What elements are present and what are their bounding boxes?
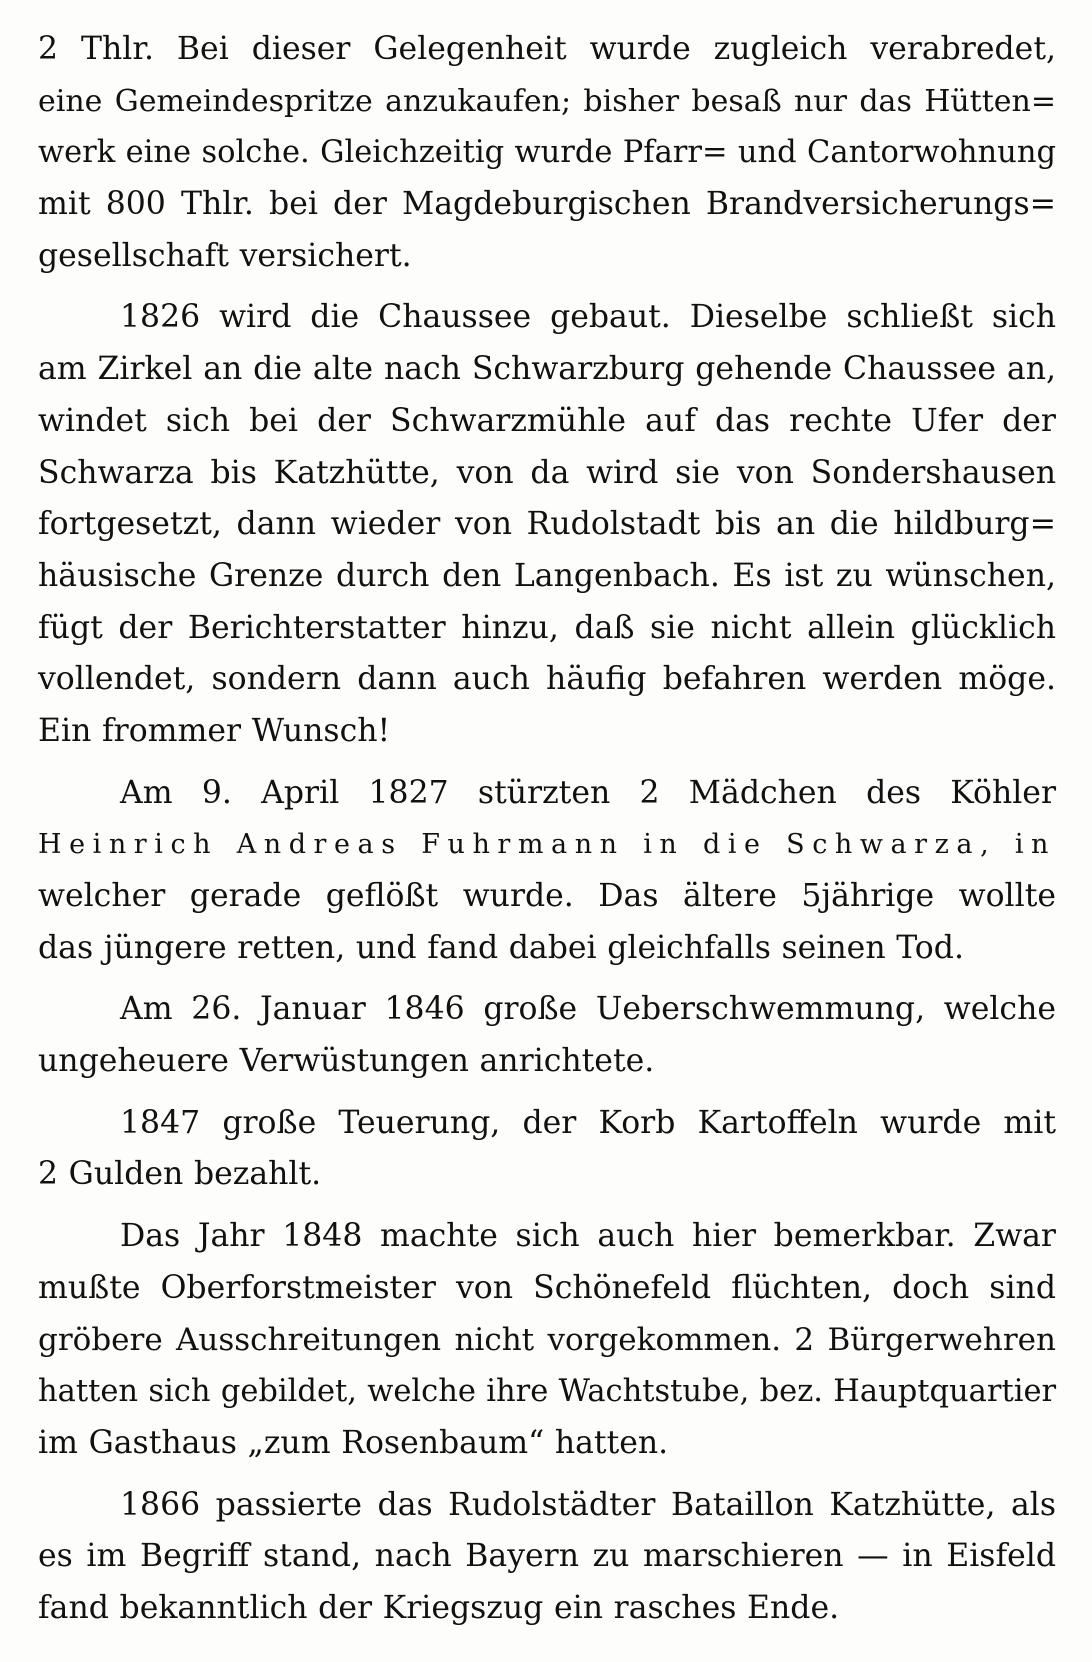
paragraph-2	[38, 292, 1056, 757]
text-line: mit 800 Thlr. bei der Magdeburgischen Brandversicherungs=	[38, 186, 1056, 223]
text-line: Ein frommer Wunsch!	[38, 712, 391, 749]
text-line: Das Jahr 1848 machte sich auch hier bemerkbar. Zwar	[120, 1218, 1056, 1255]
paragraph-4	[38, 984, 1056, 1087]
text-line: es im Begriff stand, nach Bayern zu marschieren — in Eisfeld	[38, 1538, 1056, 1575]
text-line: welcher gerade geflößt wurde. Das ältere 5jährige wollte	[38, 878, 1056, 914]
text-line: fand bekanntlich der Kriegszug ein rasches Ende.	[38, 1589, 840, 1626]
text-line: 1847 große Teuerung, der Korb Kartoffeln wurde mit	[120, 1104, 1056, 1141]
paragraph-6	[38, 1211, 1056, 1469]
text-line: mußte Oberforstmeister von Schönefeld flüchten, doch sind	[38, 1269, 1056, 1306]
text-line: im Gasthaus „zum Rosenbaum“ hatten.	[38, 1424, 669, 1461]
text-line: das jüngere retten, und fand dabei gleichfalls seinen Tod.	[38, 929, 964, 966]
text-line: werk eine solche. Gleichzeitig wurde Pfarr= und Cantorwohnung	[38, 135, 1056, 171]
text-line: hatten sich gebildet, welche ihre Wachtstube, bez. Hauptquartier	[38, 1374, 1057, 1410]
text-line: eine Gemeindespritze anzukaufen; bisher besaß nur das Hütten=	[38, 83, 1056, 119]
text-line: gröbere Ausschreitungen nicht vorgekommen. 2 Bürgerwehren	[38, 1321, 1056, 1358]
text-line: vollendet, sondern dann auch häufig befahren werden möge.	[38, 661, 1056, 698]
text-line: Am 9. April 1827 stürzten 2 Mädchen des Köhler	[120, 774, 1056, 811]
paragraph-3	[38, 768, 1056, 975]
text-line: fügt der Berichterstatter hinzu, daß sie nicht allein glücklich	[38, 609, 1056, 646]
text-line: Schwarza bis Katzhütte, von da wird sie von Sondershausen	[38, 454, 1056, 491]
text-line: Am 26. Januar 1846 große Ueberschwemmung, welche	[120, 991, 1056, 1028]
text-line: häusische Grenze durch den Langenbach. Es ist zu wünschen,	[38, 557, 1056, 594]
paragraph-1	[38, 24, 1056, 282]
text-line: 1866 passierte das Rudolstädter Bataillon Katzhütte, als	[120, 1486, 1056, 1523]
paragraph-5	[38, 1098, 1056, 1201]
text-line: 2 Gulden bezahlt.	[38, 1156, 322, 1193]
text-line: am Zirkel an die alte nach Schwarzburg gehende Chaussee an,	[38, 351, 1056, 388]
text-line: windet sich bei der Schwarzmühle auf das rechte Ufer der	[38, 402, 1056, 439]
text-line: ungeheuere Verwüstungen anrichtete.	[38, 1043, 655, 1080]
text-line: fortgesetzt, dann wieder von Rudolstadt bis an die hildburg=	[38, 506, 1056, 543]
text-line: 1826 wird die Chaussee gebaut. Dieselbe schließt sich	[120, 299, 1056, 336]
text-line: 2 Thlr. Bei dieser Gelegenheit wurde zugleich verabredet,	[38, 31, 1056, 67]
text-line: Heinrich Andreas Fuhrmann in die Schwarza, in	[38, 829, 1056, 861]
paragraph-7	[38, 1480, 1056, 1635]
text-line: gesellschaft versichert.	[38, 237, 412, 274]
